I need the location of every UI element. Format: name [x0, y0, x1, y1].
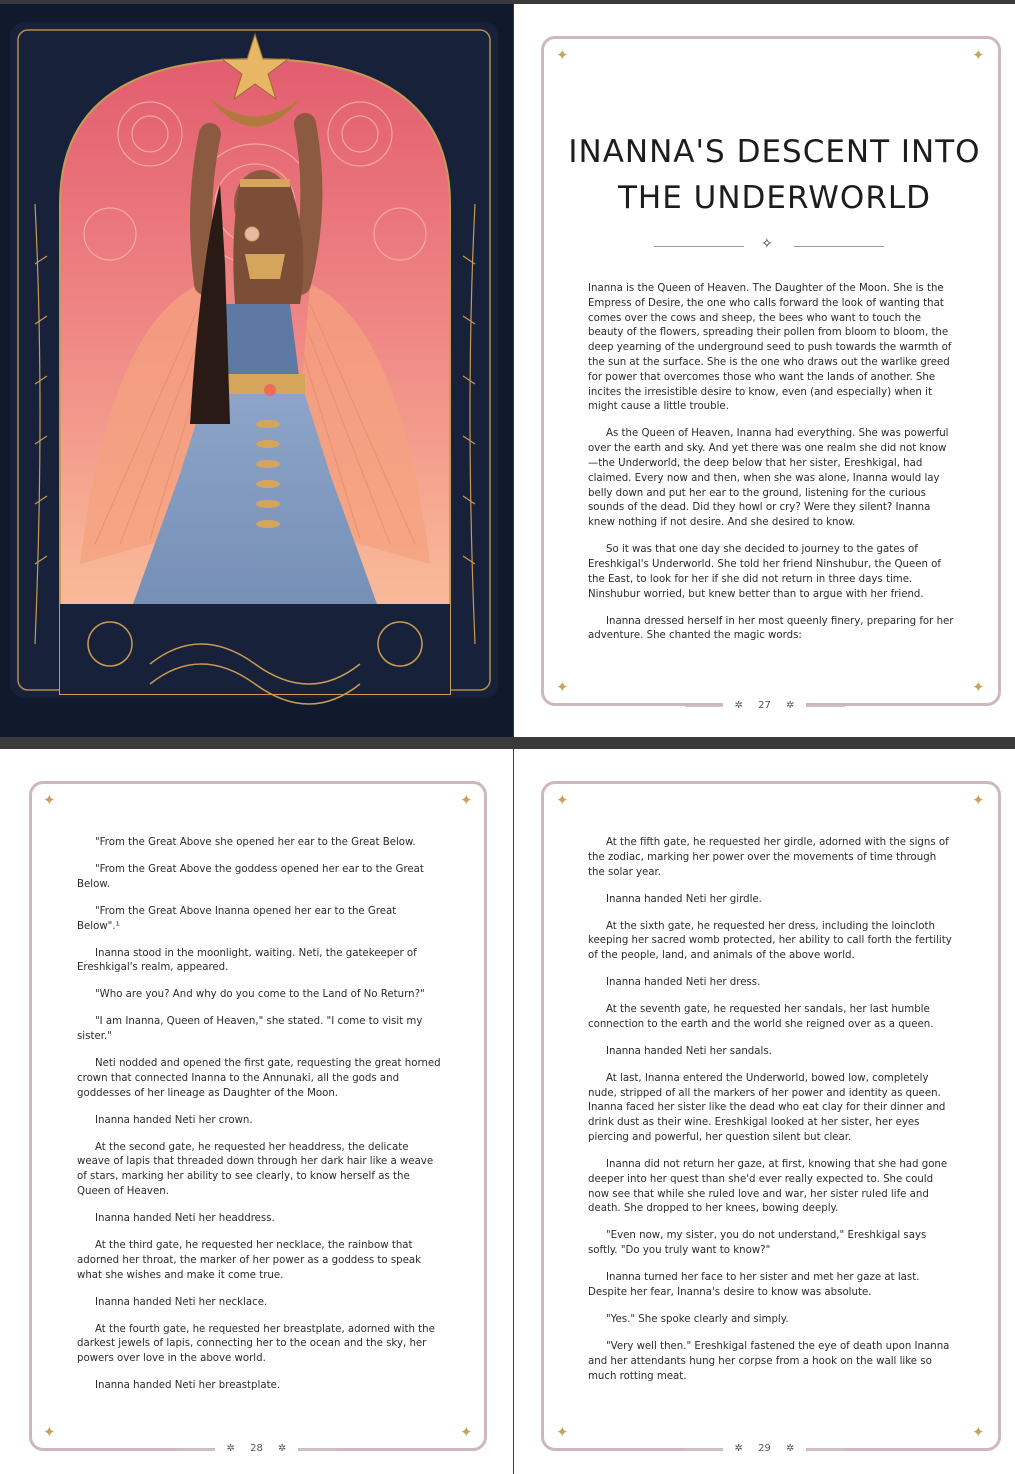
star-icon: ✦	[972, 46, 985, 64]
title-divider	[654, 236, 884, 253]
paragraph: "Very well then." Ereshkigal fastened the eye of death upon Inanna and her attendants hung her corpse from a hook on the wall like so much rotting meat.	[588, 1340, 950, 1382]
paragraph: Inanna handed Neti her girdle.	[606, 893, 762, 905]
star-icon: ✦	[556, 678, 569, 696]
page-27-body	[588, 282, 954, 656]
paragraph: At last, Inanna entered the Underworld, bowed low, completely nude, stripped of all the markers of her power and identity as queen. Inanna faced her sister like the dead who eat clay for their dinner and drink dust as their wine. Ereshkigal looked at her sister, her eyes piercing and powerful, her question silent but clear.	[588, 1072, 946, 1144]
star-icon: ✦	[43, 1423, 56, 1441]
page-number-28: ✲ 28 ✲	[0, 1443, 513, 1454]
star-icon: ✦	[972, 678, 985, 696]
paragraph: Inanna did not return her gaze, at first, knowing that she had gone deeper into her quest than she'd ever really expected to. She could now see that while she ruled love and war, her sister ruled life and death. She dropped to her knees, bowing deeply.	[588, 1159, 948, 1215]
paragraph: At the third gate, he requested her necklace, the rainbow that adorned her throat, the marker of her power as a goddess to speak what she wishes and make it come true.	[77, 1240, 422, 1281]
page-28	[0, 749, 513, 1474]
paragraph: Inanna handed Neti her necklace.	[95, 1296, 268, 1308]
star-icon: ✦	[43, 791, 56, 809]
paragraph: "Even now, my sister, you do not understand," Ereshkigal says softly. "Do you truly want to know?"	[588, 1230, 927, 1257]
paragraph: "Yes." She spoke clearly and simply.	[606, 1314, 789, 1325]
page-29	[514, 749, 1015, 1474]
paragraph: "Who are you? And why do you come to the Land of No Return?"	[95, 989, 425, 1001]
star-icon: ✦	[460, 1423, 473, 1441]
paragraph: At the second gate, he requested her headdress, the delicate weave of lapis that threaded down through her dark hair like a weave of stars, marking her ability to see clearly, to know herself as the Queen of Heaven.	[77, 1141, 434, 1198]
paragraph: Inanna is the Queen of Heaven. The Daughter of the Moon. She is the Empress of Desire, the one who calls forward the look of wanting that comes over the cows and sheep, the bees who want to touch the beauty of the flowers, spreading their pollen from bloom to bloom, the deep yearning of the underground seed to push towards the warmth of the sun at the surface. She is the one who draws out the warlike greed for power that overcomes those who want the lands of another. She incites the irresistible desire to know, even (and especially) when it might cause a little trouble.	[588, 283, 952, 413]
page-27	[514, 4, 1015, 737]
star-icon: ✦	[556, 46, 569, 64]
page-28-body	[77, 836, 442, 1406]
paragraph: "From the Great Above Inanna opened her ear to the Great Below".¹	[77, 905, 397, 932]
paragraph: "I am Inanna, Queen of Heaven," she stated. "I come to visit my sister."	[77, 1016, 423, 1043]
paragraph: Neti nodded and opened the first gate, requesting the great horned crown that connected Inanna to the Annunaki, all the gods and goddesses of her lineage as Daughter of the Moon.	[77, 1058, 441, 1099]
compass-star-icon: ✧	[761, 236, 773, 252]
paragraph: At the sixth gate, he requested her dress, including the loincloth keeping her sacred womb protected, her ability to call forth the fertility of the people, land, and animals of the above world.	[588, 920, 952, 962]
inanna-illustration	[0, 4, 513, 737]
star-icon: ✦	[972, 1423, 985, 1441]
paragraph: Inanna dressed herself in her most queenly finery, preparing for her adventure. She chanted the magic words:	[588, 615, 954, 642]
paragraph: At the fifth gate, he requested her girdle, adorned with the signs of the zodiac, marking her power over the movements of time through the solar year.	[588, 837, 949, 878]
chapter-title-line-1: INANNA'S DESCENT INTO	[568, 134, 981, 170]
paragraph: At the seventh gate, he requested her sandals, her last humble connection to the earth and the world she reigned over as a queen.	[588, 1004, 934, 1030]
paragraph: So it was that one day she decided to journey to the gates of Ereshkigal's Underworld. She told her friend Ninshubur, the Queen of the East, to look for her if she did not return in three days time. Ninshubur worried, but knew better than to argue with her friend.	[588, 544, 941, 600]
star-icon: ✦	[972, 791, 985, 809]
paragraph: Inanna handed Neti her headdress.	[95, 1213, 275, 1225]
chapter-title-line-2: THE UNDERWORLD	[617, 180, 932, 216]
star-icon: ✦	[460, 791, 473, 809]
illustration-page	[0, 4, 513, 737]
paragraph: As the Queen of Heaven, Inanna had everything. She was powerful over the earth and sky. And yet there was one realm she did not know—the Underworld, the deep below that her sister, Ereshkigal, had claimed. Every now and then, when she was alone, Inanna would lay belly down and put her ear to the ground, listening for the curious sounds of the dead. Did they howl or cry? Were they silent? Inanna knew nothing if not desire. And she desired to know.	[588, 428, 949, 529]
page-number-29: ✲ 29 ✲	[514, 1443, 1015, 1454]
page-29-body	[588, 836, 954, 1397]
page-number-27: ✲ 27 ✲	[514, 700, 1015, 711]
star-icon: ✦	[556, 1423, 569, 1441]
paragraph: Inanna handed Neti her breastplate.	[95, 1380, 281, 1392]
paragraph: At the fourth gate, he requested her breastplate, adorned with the darkest jewels of lapis, connecting her to the ocean and the sky, her powers over love in the above world.	[77, 1323, 435, 1365]
paragraph: Inanna stood in the moonlight, waiting. Neti, the gatekeeper of Ereshkigal's realm, appeared.	[77, 947, 417, 974]
chapter-title	[544, 129, 1005, 221]
star-icon: ✦	[556, 791, 569, 809]
paragraph: "From the Great Above the goddess opened her ear to the Great Below.	[77, 863, 424, 890]
paragraph: Inanna handed Neti her sandals.	[606, 1045, 772, 1057]
paragraph: "From the Great Above she opened her ear to the Great Below.	[95, 837, 416, 848]
paragraph: Inanna turned her face to her sister and met her gaze at last. Despite her fear, Inanna's desire to know was absolute.	[588, 1272, 920, 1299]
paragraph: Inanna handed Neti her crown.	[95, 1114, 253, 1126]
paragraph: Inanna handed Neti her dress.	[606, 977, 761, 989]
